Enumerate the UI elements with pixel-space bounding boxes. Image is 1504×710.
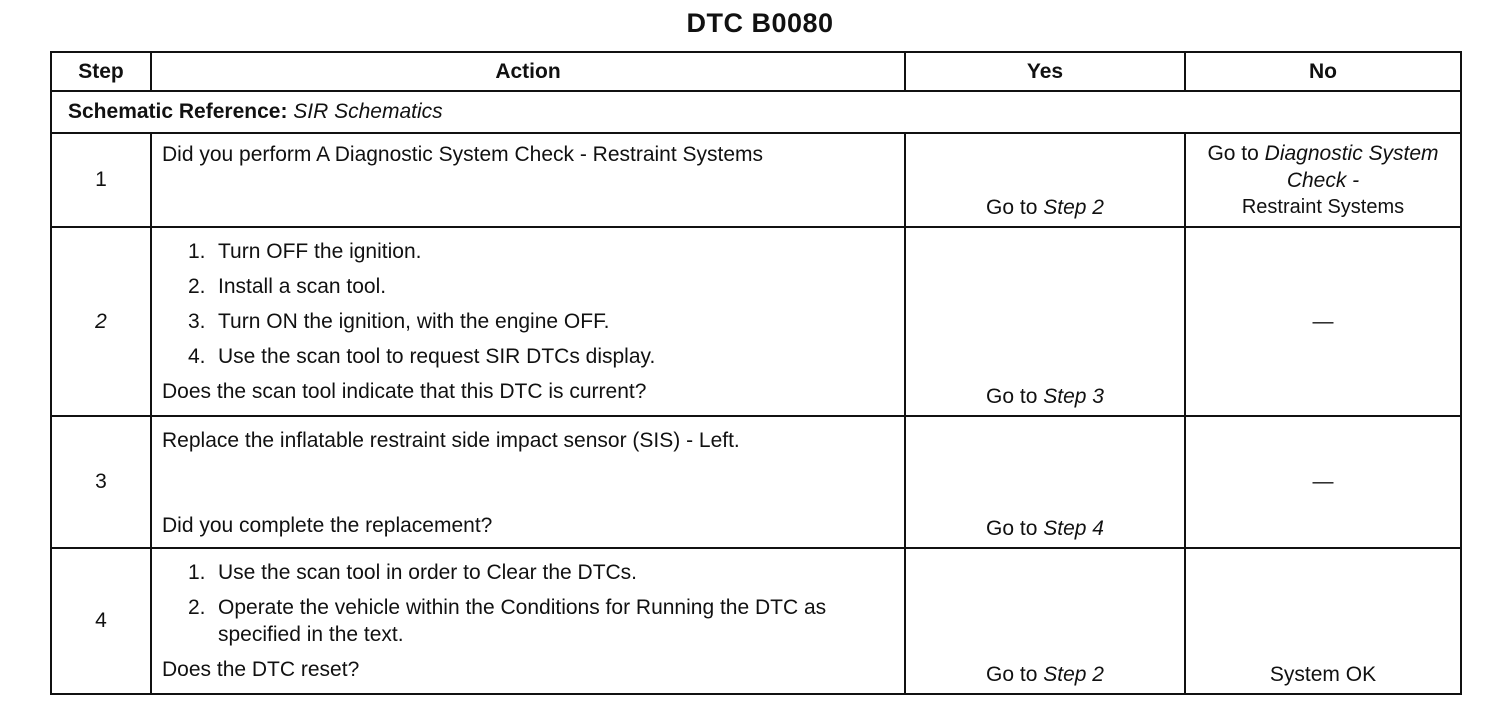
substep-text: Turn ON the ignition, with the engine OFF. [218,310,610,333]
substep-list [162,555,894,652]
no-prefix: Go to [1207,141,1259,165]
step-number: 4 [51,548,151,694]
table-row [51,227,1461,416]
yes-prefix: Go to [986,517,1038,540]
schematic-reference [51,91,1461,133]
substep-text: Use the scan tool in order to Clear the DTCs. [218,561,638,584]
step-number: 2 [51,227,151,416]
substep-number: 3. [188,310,206,333]
step-number: 3 [51,416,151,548]
list-item [188,234,894,269]
step-number: 1 [51,133,151,227]
substep-number: 4. [188,345,206,368]
yes-cell [905,133,1185,227]
action-cell [151,227,905,416]
no-value: System OK [1269,663,1377,686]
substep-text: Install a scan tool. [218,275,387,298]
substep-number: 1. [188,240,206,263]
header-action: Action [151,52,905,91]
action-text: Did you perform A Diagnostic System Check - Restraint Systems [162,143,764,166]
no-cell [1185,133,1461,227]
yes-prefix: Go to [986,663,1038,686]
diagnostic-table [50,51,1462,695]
yes-step-link[interactable]: Step 2 [1043,663,1104,686]
yes-prefix: Go to [986,196,1038,219]
action-cell [151,548,905,694]
header-no: No [1185,52,1461,91]
substep-number: 2. [188,275,206,298]
yes-prefix: Go to [986,385,1038,408]
action-cell [151,416,905,548]
yes-cell [905,227,1185,416]
header-yes: Yes [905,52,1185,91]
no-value: — [1312,309,1334,333]
question-text: Does the DTC reset? [162,658,360,681]
substep-list [162,234,894,374]
list-item [188,304,894,339]
substep-number: 2. [188,596,206,619]
schematic-row [51,91,1461,133]
list-item [188,555,894,590]
list-item [188,590,894,652]
yes-step-link[interactable]: Step 2 [1043,196,1104,219]
header-step: Step [51,52,151,91]
page-title: DTC B0080 [686,8,834,38]
schematic-link[interactable]: SIR Schematics [293,100,443,123]
yes-cell [905,416,1185,548]
yes-cell [905,548,1185,694]
list-item [188,339,894,374]
header-row [51,52,1461,91]
question-text: Does the scan tool indicate that this DTC is current? [162,380,647,403]
substep-number: 1. [188,561,206,584]
substep-text: Turn OFF the ignition. [218,240,422,263]
question-text: Did you complete the replacement? [162,514,493,537]
action-text: Replace the inflatable restraint side impact sensor (SIS) - Left. [162,429,740,452]
yes-step-link[interactable]: Step 4 [1043,517,1104,540]
table-row [51,416,1461,548]
table-row [51,133,1461,227]
schematic-label: Schematic Reference: [68,100,288,123]
substep-text: Operate the vehicle within the Conditions for Running the DTC as specified in the text. [218,596,827,646]
no-cell [1185,227,1461,416]
no-suffix: Restraint Systems [1241,195,1405,218]
action-cell [151,133,905,227]
no-cell [1185,548,1461,694]
yes-step-link[interactable]: Step 3 [1043,385,1104,408]
list-item [188,269,894,304]
substep-text: Use the scan tool to request SIR DTCs display. [218,345,656,368]
no-link[interactable]: Diagnostic System Check - [1264,141,1439,192]
no-cell [1185,416,1461,548]
no-value: — [1312,470,1334,493]
table-row [51,548,1461,694]
